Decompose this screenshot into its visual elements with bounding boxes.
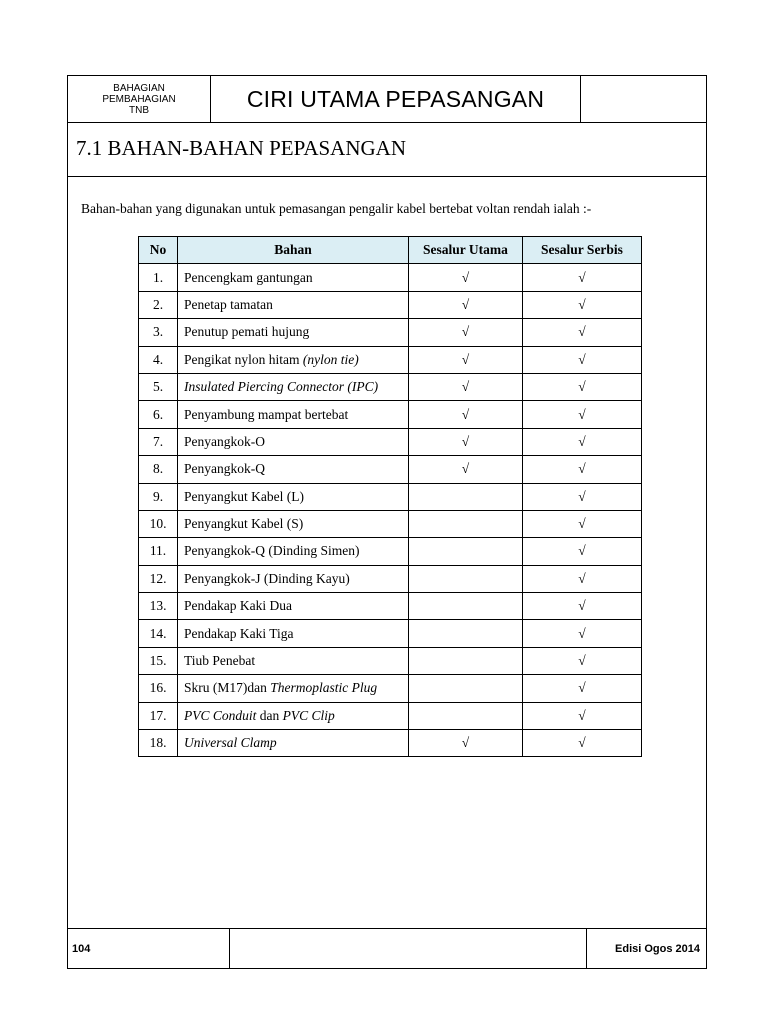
check-serbis: √	[523, 264, 642, 291]
materials-table	[138, 236, 642, 757]
intro-paragraph: Bahan-bahan yang digunakan untuk pemasangan pengalir kabel bertebat voltan rendah ialah :-	[81, 201, 592, 216]
check-serbis: √	[523, 291, 642, 318]
section-header	[68, 123, 706, 177]
check-utama	[409, 483, 523, 510]
check-serbis: √	[523, 346, 642, 373]
check-utama	[409, 620, 523, 647]
material-name: Tiub Penebat	[178, 647, 409, 674]
material-name: Penyangkut Kabel (S)	[178, 510, 409, 537]
header-no: No	[139, 237, 178, 264]
org-line-1: BAHAGIAN	[113, 82, 165, 94]
table-row	[139, 702, 642, 729]
check-utama	[409, 538, 523, 565]
check-serbis: √	[523, 401, 642, 428]
edition-label: Edisi Ogos 2014	[615, 943, 700, 955]
row-number: 16.	[139, 675, 178, 702]
material-name: Pendakap Kaki Dua	[178, 593, 409, 620]
org-line-3: TNB	[129, 104, 149, 116]
material-name: Pendakap Kaki Tiga	[178, 620, 409, 647]
check-utama: √	[409, 319, 523, 346]
row-number: 11.	[139, 538, 178, 565]
check-utama: √	[409, 730, 523, 757]
row-number: 12.	[139, 565, 178, 592]
table-row	[139, 373, 642, 400]
check-utama	[409, 675, 523, 702]
header-sesalur-serbis: Sesalur Serbis	[523, 237, 642, 264]
material-name: Penyangkok-O	[178, 428, 409, 455]
check-utama: √	[409, 346, 523, 373]
row-number: 7.	[139, 428, 178, 455]
organization-label	[68, 76, 211, 122]
document-title: CIRI UTAMA PEPASANGAN	[246, 86, 545, 112]
table-row	[139, 319, 642, 346]
row-number: 10.	[139, 510, 178, 537]
material-name: Pencengkam gantungan	[178, 264, 409, 291]
row-number: 5.	[139, 373, 178, 400]
check-utama: √	[409, 401, 523, 428]
table-row	[139, 428, 642, 455]
table-row	[139, 538, 642, 565]
row-number: 2.	[139, 291, 178, 318]
material-name: Insulated Piercing Connector (IPC)	[178, 373, 409, 400]
check-utama	[409, 593, 523, 620]
check-serbis: √	[523, 373, 642, 400]
row-number: 14.	[139, 620, 178, 647]
check-serbis: √	[523, 730, 642, 757]
check-utama: √	[409, 264, 523, 291]
row-number: 17.	[139, 702, 178, 729]
table-row	[139, 620, 642, 647]
check-utama	[409, 647, 523, 674]
material-name: Penyambung mampat bertebat	[178, 401, 409, 428]
row-number: 1.	[139, 264, 178, 291]
check-serbis: √	[523, 702, 642, 729]
document-footer	[68, 928, 706, 969]
material-name-italic: PVC Conduit	[184, 707, 257, 723]
check-serbis: √	[523, 593, 642, 620]
check-utama: √	[409, 291, 523, 318]
material-name: Penyangkut Kabel (L)	[178, 483, 409, 510]
row-number: 13.	[139, 593, 178, 620]
row-number: 3.	[139, 319, 178, 346]
table-row	[139, 401, 642, 428]
material-name	[178, 675, 409, 702]
page-number: 104	[72, 943, 91, 955]
check-utama: √	[409, 456, 523, 483]
header-sesalur-utama: Sesalur Utama	[409, 237, 523, 264]
check-serbis: √	[523, 510, 642, 537]
material-name: Penetap tamatan	[178, 291, 409, 318]
check-serbis: √	[523, 565, 642, 592]
table-row	[139, 730, 642, 757]
check-serbis: √	[523, 620, 642, 647]
check-serbis: √	[523, 647, 642, 674]
material-name	[178, 346, 409, 373]
material-name: Universal Clamp	[178, 730, 409, 757]
check-serbis: √	[523, 538, 642, 565]
row-number: 4.	[139, 346, 178, 373]
material-name: Penyangkok-J (Dinding Kayu)	[178, 565, 409, 592]
table-row	[139, 675, 642, 702]
row-number: 8.	[139, 456, 178, 483]
material-name: Penyangkok-Q (Dinding Simen)	[178, 538, 409, 565]
table-row	[139, 565, 642, 592]
check-serbis: √	[523, 319, 642, 346]
check-utama	[409, 565, 523, 592]
check-utama: √	[409, 428, 523, 455]
material-name-text: dan	[256, 707, 283, 723]
section-title: 7.1 BAHAN-BAHAN PEPASANGAN	[76, 136, 407, 160]
row-number: 15.	[139, 647, 178, 674]
page-frame	[67, 75, 707, 969]
material-name: Penutup pemati hujung	[178, 319, 409, 346]
document-header	[68, 76, 706, 123]
row-number: 18.	[139, 730, 178, 757]
table-row	[139, 593, 642, 620]
material-name: Penyangkok-Q	[178, 456, 409, 483]
row-number: 9.	[139, 483, 178, 510]
check-serbis: √	[523, 675, 642, 702]
table-row	[139, 264, 642, 291]
header-blank-cell	[580, 76, 707, 122]
table-header-row	[139, 237, 642, 264]
check-serbis: √	[523, 428, 642, 455]
table-row	[139, 510, 642, 537]
check-utama	[409, 702, 523, 729]
check-serbis: √	[523, 456, 642, 483]
check-utama	[409, 510, 523, 537]
check-serbis: √	[523, 483, 642, 510]
table-row	[139, 483, 642, 510]
material-name	[178, 702, 409, 729]
org-line-2: PEMBAHAGIAN	[102, 93, 176, 105]
material-name-text: Skru (M17)dan	[184, 680, 271, 696]
table-row	[139, 291, 642, 318]
material-name-italic: PVC Clip	[282, 707, 335, 723]
table-row	[139, 346, 642, 373]
check-utama: √	[409, 373, 523, 400]
table-row	[139, 647, 642, 674]
row-number: 6.	[139, 401, 178, 428]
footer-blank-cell	[229, 929, 587, 969]
material-name-text: Pengikat nylon hitam	[184, 351, 303, 367]
material-name-italic: Thermoplastic Plug	[270, 680, 378, 696]
material-name-italic: (nylon tie)	[302, 351, 359, 367]
table-row	[139, 456, 642, 483]
header-bahan: Bahan	[178, 237, 409, 264]
